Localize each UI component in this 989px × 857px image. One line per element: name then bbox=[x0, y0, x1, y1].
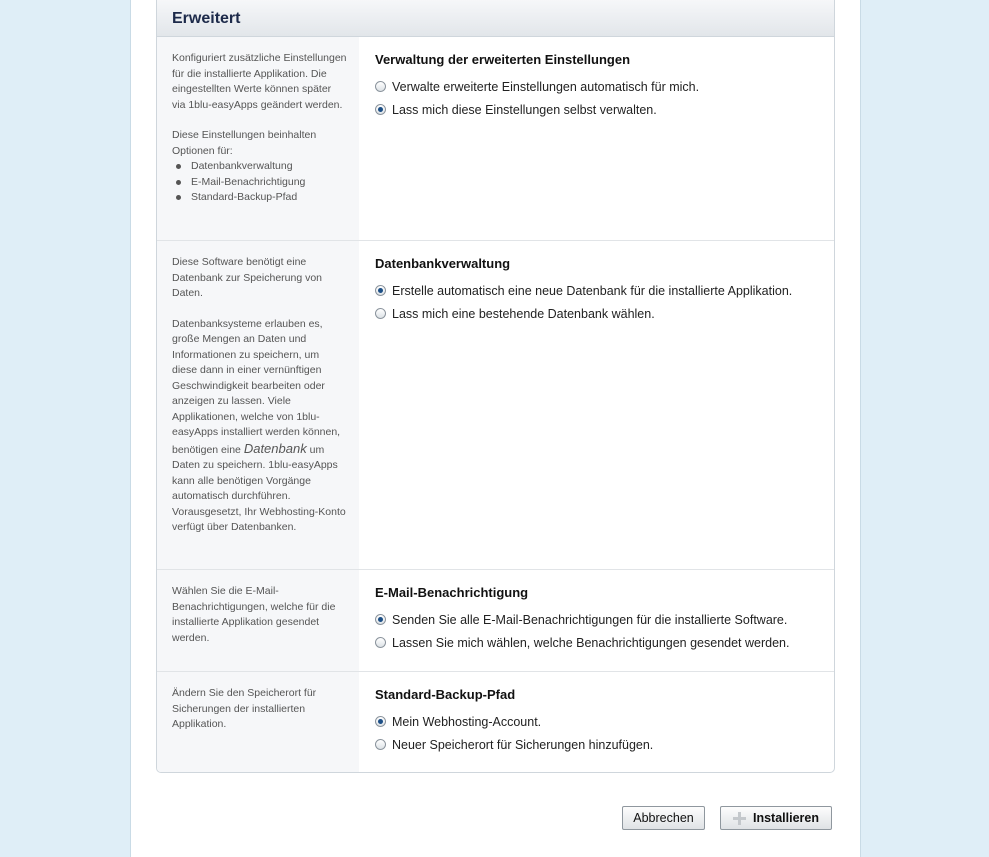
option-webhosting-account[interactable] bbox=[375, 710, 834, 733]
list-item: Standard-Backup-Pfad bbox=[176, 190, 347, 206]
plus-icon bbox=[733, 812, 746, 825]
section-database bbox=[157, 241, 834, 570]
radio-button-selected[interactable] bbox=[375, 614, 386, 625]
description-text: Wählen Sie die E-Mail-Benachrichtigungen, welche für die installierte Applikation gesendet werden. bbox=[172, 585, 336, 644]
option-choose-notifications[interactable] bbox=[375, 631, 834, 654]
radio-button[interactable] bbox=[375, 739, 386, 750]
description-text bbox=[172, 317, 347, 536]
section-description bbox=[157, 570, 359, 671]
section-description bbox=[157, 241, 359, 569]
section-heading: Datenbankverwaltung bbox=[375, 256, 511, 271]
radio-button-selected[interactable] bbox=[375, 716, 386, 727]
options-list bbox=[172, 159, 347, 206]
panel-header bbox=[157, 0, 834, 37]
section-options bbox=[359, 672, 834, 772]
section-description bbox=[157, 37, 359, 240]
section-email-notification bbox=[157, 570, 834, 672]
section-advanced-settings bbox=[157, 37, 834, 241]
option-create-database[interactable] bbox=[375, 279, 834, 302]
description-text: Diese Einstellungen beinhalten Optionen für: bbox=[172, 129, 317, 157]
section-heading: Verwaltung der erweiterten Einstellungen bbox=[375, 52, 631, 67]
install-button-label: Installieren bbox=[753, 811, 819, 825]
option-choose-database[interactable] bbox=[375, 302, 834, 325]
option-label[interactable]: Senden Sie alle E-Mail-Benachrichtigungen für die installierte Software. bbox=[392, 612, 788, 627]
section-description bbox=[157, 672, 359, 772]
section-heading: Standard-Backup-Pfad bbox=[375, 687, 516, 702]
option-label[interactable]: Erstelle automatisch eine neue Datenbank für die installierte Applikation. bbox=[392, 283, 793, 298]
section-backup-path bbox=[157, 672, 834, 772]
description-text-part: um Daten zu speichern. 1blu-easyApps kann alle benötigen Vorgänge automatisch durchführen. Vorausgesetzt, Ihr Webhosting-Konto verfügt über Datenbanken. bbox=[172, 443, 346, 533]
description-text: Konfiguriert zusätzliche Einstellungen für die installierte Applikation. Die eingestellten Werte können später via 1blu-easyApps geändert werden. bbox=[172, 52, 347, 111]
option-label[interactable]: Lass mich eine bestehende Datenbank wählen. bbox=[392, 306, 655, 321]
option-new-backup-location[interactable] bbox=[375, 733, 834, 756]
list-item: E-Mail-Benachrichtigung bbox=[176, 175, 347, 191]
option-label[interactable]: Mein Webhosting-Account. bbox=[392, 714, 542, 729]
option-send-all-notifications[interactable] bbox=[375, 608, 834, 631]
option-auto-manage[interactable] bbox=[375, 75, 834, 98]
page-content bbox=[130, 0, 861, 857]
option-label[interactable]: Neuer Speicherort für Sicherungen hinzufügen. bbox=[392, 737, 654, 752]
option-self-manage[interactable] bbox=[375, 98, 834, 121]
panel-title: Erweitert bbox=[172, 10, 241, 27]
description-text: Ändern Sie den Speicherort für Sicherungen der installierten Applikation. bbox=[172, 687, 317, 730]
install-button[interactable] bbox=[720, 806, 832, 830]
section-heading: E-Mail-Benachrichtigung bbox=[375, 585, 529, 600]
emphasized-term: Datenbank bbox=[243, 440, 307, 456]
radio-button[interactable] bbox=[375, 637, 386, 648]
option-label[interactable]: Lass mich diese Einstellungen selbst verwalten. bbox=[392, 102, 657, 117]
radio-button-selected[interactable] bbox=[375, 104, 386, 115]
cancel-button[interactable]: Abbrechen bbox=[622, 806, 705, 830]
option-label[interactable]: Verwalte erweiterte Einstellungen automatisch für mich. bbox=[392, 79, 700, 94]
section-options bbox=[359, 241, 834, 569]
option-label[interactable]: Lassen Sie mich wählen, welche Benachrichtigungen gesendet werden. bbox=[392, 635, 790, 650]
section-options bbox=[359, 570, 834, 671]
description-text: Diese Software benötigt eine Datenbank zur Speicherung von Daten. bbox=[172, 256, 323, 299]
radio-button[interactable] bbox=[375, 81, 386, 92]
list-item: Datenbankverwaltung bbox=[176, 159, 347, 175]
radio-button[interactable] bbox=[375, 308, 386, 319]
radio-button-selected[interactable] bbox=[375, 285, 386, 296]
section-options bbox=[359, 37, 834, 240]
advanced-settings-panel bbox=[156, 0, 835, 773]
description-text-part: Datenbanksysteme erlauben es, große Mengen an Daten und Informationen zu speichern, um diese dann in einer vernünftigen Geschwindigkeit bearbeiten oder anzeigen zu lassen. Viele Applikationen, welche von 1blu-easyApps installiert werden können, benötigen eine bbox=[172, 317, 341, 456]
